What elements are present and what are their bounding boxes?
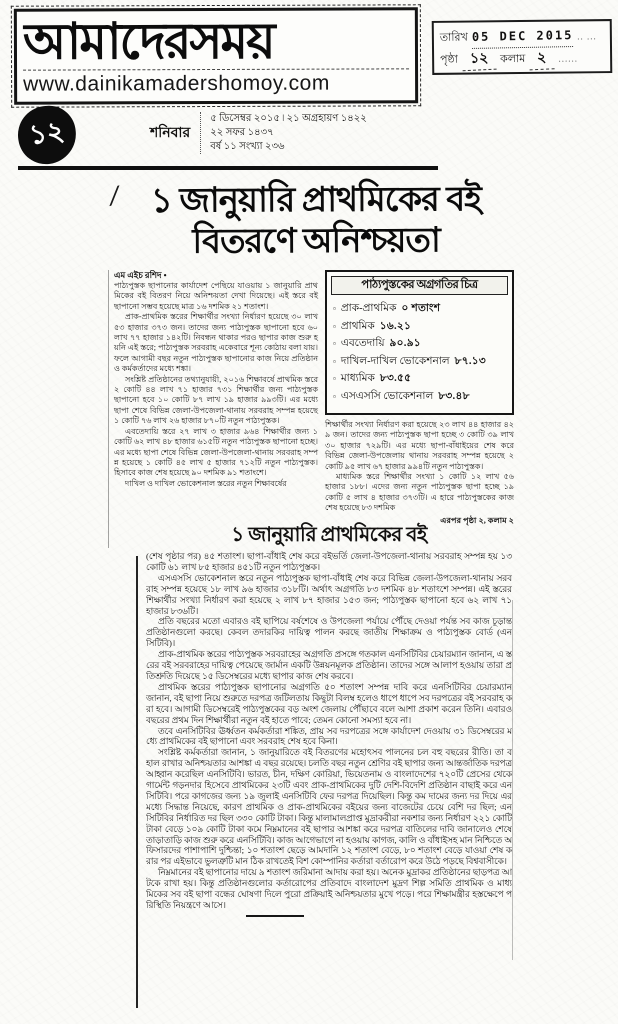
stats-box-title: পাঠ্যপুস্তকের অগ্রগতির চিত্র	[331, 276, 508, 295]
issue-volume-line: বর্ষ ১১ সংখ্যা ২৩৬	[210, 141, 285, 152]
article-right-column	[325, 270, 514, 548]
continued-on-note: এরপর পৃষ্ঠা ২, কলাম ২	[440, 515, 514, 525]
issue-number-badge: ১২	[14, 102, 80, 168]
square-bullet-icon: ▫	[333, 374, 336, 383]
square-bullet-icon: ▫	[333, 356, 336, 366]
stamp-column-label: কলাম	[500, 52, 526, 66]
day-name: শনিবার	[150, 126, 191, 141]
stat-value: ৯০.৯১	[389, 338, 421, 349]
date-stamp-box	[432, 19, 613, 75]
square-bullet-icon: ▫	[333, 304, 336, 313]
date-lines	[200, 112, 367, 154]
right-paragraphs	[325, 420, 514, 514]
masthead	[14, 7, 418, 104]
stamp-date-label: তারিখ	[439, 31, 468, 44]
article-paragraph: সংশ্লিষ্ট প্রতিষ্ঠানের তথ্যানুযায়ী, ২০১৬ শিক্ষাবর্ষে প্রাথমিক স্তরে ২ কোটি ৪৪ লাখ ৭১ হাজার ৭৩১ শিক্ষার্থীর জন্য পাঠ্যপুস্তক ছাপানো হবে ১০ কোটি ৮৭ লাখ ১৯ হাজার ৯৯৩টি। এর মধ্যে ছাপা শেষে বিভিন্ন জেলা-উপজেলা-থানায় সরবরাহ সম্পন্ন হয়েছে ১ কোটি ৭৬ লাখ ২৬ হাজার ৮৭০টি নতুন পাঠ্যপুস্তক।	[114, 374, 318, 426]
continuation-header: ১ জানুয়ারি প্রাথমিকের বই	[231, 524, 427, 546]
column-rule-right	[512, 600, 513, 960]
article-paragraph: শিক্ষার্থীর সংখ্যা নির্ধারণ করা হয়েছে ২৩ লাখ ৪৪ হাজার ৪২৯ জন। তাদের জন্য পাঠ্যপুস্তক ছাপা হচ্ছে ৩ কোটি ৩৯ লাখ ৩০ হাজার ৭২৯টি। এর মধ্যে ছাপা-বাঁধাইয়ের শেষ করে বিভিন্ন জেলা-উপজেলায় থানায় সরবরাহ সম্পন্ন হয়েছে ২ কোটি ৯৫ লাখ ৬৭ হাজার ৯৯৪টি নতুন পাঠ্যপুস্তক।	[325, 420, 514, 471]
stat-row	[333, 335, 506, 353]
date-line-gregorian: ৫ ডিসেম্বর ২০১৫ ৷ ২১ অগ্রহায়ণ ১৪২২	[210, 113, 367, 124]
date-line-hijri: ২২ সফর ১৪৩৭	[210, 127, 274, 138]
article-paragraph: প্রাক-প্রাথমিক স্তরের শিক্ষার্থীর সংখ্যা নির্ধারণ হয়েছে ৩০ লাখ ৫৩ হাজার ৩৭৩ জন। তাদের জন্য পাঠ্যপুস্তক ছাপানো হবে ৬০ লাখ ৭৭ হাজার ১৪২টি। নিবন্ধন থাকার পরও ছাপার কাজ শুরু হয়নি এই স্তরে; পাঠ্যপুস্তক সরবরাহ একেবারে শূন্য কোঠায় বলা যায়। ফলে আগামী বছর নতুন পাঠ্যপুস্তক ছাপানোর কাজ নিয়ে প্রতিষ্ঠান ও কর্মকর্তাদের মধ্যে শঙ্কা।	[114, 312, 318, 374]
progress-stats-box	[325, 270, 514, 415]
article-continuation-section	[146, 522, 512, 1018]
stat-label: প্রাথমিক	[340, 320, 375, 332]
article-paragraph: তবে এনসিটিবির ঊর্ধ্বতন কর্মকর্তারা শঙ্কিত, প্রায় সব দরপত্রের সঙ্গে কার্যাদেশ দেওয়ায় ৩১ ডিসেম্বরের মধ্যে প্রাথমিকের বই ছাপানো এবং সরবরাহ শেষ হবে কিনা।	[146, 725, 512, 747]
stamp-dots: .. ...	[577, 31, 597, 42]
stat-value: ০ শতাংশ	[401, 303, 441, 314]
stamp-trail-dots: ......	[558, 53, 579, 64]
stamp-page-label: পৃষ্ঠা	[440, 53, 459, 66]
article-paragraph: দাখিল ও দাখিল ভোকেশনাল স্তরের নতুন শিক্ষাবর্ষের	[125, 478, 287, 488]
continuation-paragraphs	[146, 551, 512, 911]
article-paragraph: (শেষ পৃষ্ঠার পর) ৪৫ শতাংশ। ছাপা-বাঁধাই শেষ করে বইভর্তি জেলা-উপজেলা-থানায় সরবরাহ সম্পন্ন হয় ১৩ কোটি ৬১ লাখ ৮৫ হাজার ৪৫১টি নতুন পাঠ্যপুস্তক।	[146, 551, 512, 572]
stamp-page-row	[440, 47, 604, 71]
stamp-page-value: ১২	[461, 48, 496, 72]
headline-line-2: বিতরণে অনিশ্চয়তা	[192, 222, 440, 261]
masthead-divider-rule	[18, 166, 438, 170]
stamp-date-value: 05 DEC 2015	[472, 25, 574, 49]
square-bullet-icon: ▫	[333, 321, 336, 331]
stat-row	[333, 388, 506, 406]
left-paragraphs	[114, 281, 318, 489]
stat-value: ৮৩.৫৫	[379, 373, 412, 384]
article-paragraph: প্রাক-প্রাথমিক স্তরের পাঠ্যপুস্তক সরবরাহের অগ্রগতি প্রসঙ্গে গতকাল এনসিটিবির চেয়ারম্যান জানান, এ স্তরের বই সরবরাহের দায়িত্ব পেয়েছে জার্মান একটি উন্নয়নমূলক প্রতিষ্ঠান। তাদের সঙ্গে আলাপ হওয়ায় তারা প্রতিশ্রুতি দিয়েছে ১৫ ডিসেম্বরের মধ্যে ছাপার কাজ শেষ করবে।	[146, 649, 512, 681]
article-paragraph: প্রতি বছরের মতো এবারও বই ছাপিয়ে বর্ষশেষে ও উপজেলা পর্যায়ে পৌঁছে দেওয়া পর্যন্ত সব কাজ চূড়ান্ত প্রতিষ্ঠানগুলো করছে। কেবল তদারকির দায়িত্ব পালন করছে জাতীয় শিক্ষাক্রম ও পাঠ্যপুস্তক বোর্ড (এনসিটিবি)।	[146, 616, 512, 649]
byline: এম এইচ রশিদ •	[114, 270, 167, 280]
article-paragraph: সংশ্লিষ্ট কর্মকর্তারা জানান, ১ জানুয়ারিতে বই বিতরণের মহোৎসব পালনের চল বহু বছরের রীতি। তা বহাল রাখার অনিশ্চয়তার আশঙ্কা এ বছর রয়েছে। চলতি বছর নতুন শ্রেণির বই ছাপার জন্য আন্তর্জাতিক দরপত্র আহ্বান করেছিল এনসিটিবি। ভারত, চীন, দক্ষিণ কোরিয়া, ভিয়েতনাম ও বাংলাদেশের ৭২০টি প্রেসের থেকে গার্মেন্ট গড়নদার হিসেবে প্রাথমিকের ২৩টি এবং প্রাক-প্রাথমিকের দুটি দেশি-বিদেশি প্রতিষ্ঠান বাছাই করে এনসিটিবি। পরে কাগজের জন্য ১৯ জুলাই এনসিটিবি ফের দরপত্র দিয়েছিল। কিন্তু কম দামের জন্য দর দিয়ে এর মধ্যে সিদ্ধান্ত নিয়েছে, কারণ প্রাথমিক ও প্রাক-প্রাথমিকের বইয়ের জন্য বাজেটের চেয়ে বেশি দর ছিল; এনসিটিবির নির্ধারিত দর ছিল ৩৩০ কোটি টাকা। কিন্তু মালামালপ্রাপ্ত মুদ্রাকরীরা নকশার জন্য নির্ধারণ ২২১ কোটি টাকা বেড়ে ১০৯ কোটি টাকা কমে নিম্নমানের বই ছাপার আশঙ্কা করে দরপত্র বাতিলের দাবি জানালেও শেষে তাড়াতাড়ি কাজ শুরু করে এনসিটিবি। কাজ আগেভাগে না হওয়ায় কাগজ, কালি ও বাঁধাইসহ মান নিশ্চিতে অফিসারদের পাশাপাশি দুশ্চিন্তা; ১০ শতাংশ ছেড়ে আমদানি ১২ শতাংশ বেড়ে, ৮০ শতাংশ বেড়ে যাওয়া শেষ করার পর এইভাবে ভুলত্রুটি মান ঠিক রাখতেই বিশ কোম্পানির কর্তারা বর্তারোপ করে উঠে পড়ছে বিশ্ববাসীকে।	[146, 747, 512, 867]
article-paragraph: পাঠ্যপুস্তক ছাপানোর কার্যাদেশ পেছিয়ে যাওয়ায় ১ জানুয়ারি প্রাথমিকের বই বিতরণ নিয়ে অনিশ্চয়তা দেখা দিয়েছে। এই স্তরে বই ছাপানো সম্ভব হয়েছে মাত্র ১৬ দশমিক ২১ শতাংশ।	[114, 281, 318, 311]
article-paragraph: এসএসসি ভোকেশনাল স্তরে নতুন পাঠ্যপুস্তক ছাপা-বাঁধাই শেষ করে বিভিন্ন জেলা-উপজেলা-থানায় সরবরাহ সম্পন্ন হয়েছে ১৮ লাখ ৯৬ হাজার ৩১৮টি। অর্থাৎ অগ্রগতি ৮৩ দশমিক ৪৮ শতাংশে সম্পন্ন। এই স্তরের শিক্ষার্থীর সংখ্যা নির্ধারণ করা হয়েছে ২ লাখ ৮৭ হাজার ১৫৩ জন; পাঠ্যপুস্তক ছাপানো হবে ৬২ লাখ ৭১ হাজার ৮৩৬টি।	[146, 572, 512, 616]
stat-row	[333, 300, 506, 318]
newspaper-logo: আমাদেরসময়	[22, 12, 274, 70]
article-headline	[96, 179, 536, 263]
stat-label: প্রাক-প্রাথমিক	[340, 303, 397, 314]
stat-label: এসএসসি ভোকেশনাল	[340, 390, 434, 402]
stat-row	[333, 353, 506, 371]
stat-row	[333, 318, 506, 336]
stat-label: দাখিল-দাখিল ভোকেশনাল	[340, 355, 450, 367]
stat-value: ৮৩.৪৮	[438, 390, 470, 402]
issue-info	[150, 112, 450, 154]
article-body-upper	[108, 270, 514, 548]
article-left-column	[108, 270, 318, 548]
square-bullet-icon: ▫	[333, 339, 336, 348]
stamp-date-row	[440, 25, 604, 49]
stat-value: ১৬.২১	[379, 320, 412, 332]
website-url: www.dainikamadershomoy.com	[23, 68, 409, 96]
headline-line-1: ১ জানুয়ারি প্রাথমিকের বই	[150, 181, 482, 220]
article-paragraph: প্রাথমিক স্তরের পাঠ্যপুস্তক ছাপানোর অগ্রগতি ৫০ শতাংশ সম্পন্ন দাবি করে এনসিটিবির চেয়ারম্যান জানান, বই ছাপা নিয়ে শুরুতে দরপত্র জটিলতায় কিছুটা বিলম্ব হলেও ধাপে ধাপে সব দরপত্রের বই সরবরাহ করা হবে। আগামী ডিসেম্বরেই পাঠ্যপুস্তকের বড় অংশ জেলায় পৌঁছাবে বলে আশা প্রকাশ করেন তিনি। এবারও বছরের প্রথম দিন শিক্ষার্থীরা নতুন বই হাতে পাবে; তেমন কোনো সমস্যা হবে না।	[146, 681, 512, 725]
stat-label: মাধ্যমিক	[340, 373, 375, 384]
stamp-column-value: ২	[529, 47, 555, 70]
stat-label: এবতেদায়ি	[340, 338, 385, 349]
square-bullet-icon: ▫	[333, 391, 336, 401]
article-paragraph: এবতেদায়ি স্তরে ২৭ লাখ ৩ হাজার ৯৬৪ শিক্ষার্থীর জন্য ১ কোটি ৬২ লাখ ৪৮ হাজার ৬১৫টি নতুন পাঠ্যপুস্তক ছাপানো হচ্ছে। এর মধ্যে ছাপা শেষে বিভিন্ন জেলা-উপজেলা-থানায় সরবরাহ সম্পন্ন হয়েছে ১ কোটি ৪৫ লাখ ৫ হাজার ৭১২টি নতুন পাঠ্যপুস্তক। হিসাবে কাজ শেষ হয়েছে ৯০ দশমিক ৯১ শতাংশে।	[114, 426, 318, 478]
article-paragraph: নিম্নমানের বই ছাপানোর দায়ে ৯ শতাংশ জরিমানা আদায় করা হয়। অনেক মুদ্রাকর প্রতিষ্ঠানের ছাড়পত্র আটকে রাখা হয়। কিন্তু প্রতিষ্ঠানগুলোর কর্তারোপের প্রতিবাদে বাংলাদেশ মুদ্রণ শিল্প সমিতি প্রাথমিক ও মাধ্যমিকের সব বই ছাপা বন্ধের ঘোষণা দিলে পুরো প্রক্রিয়াই অনিশ্চয়তার মুখে পড়ে। পরে শিক্ষামন্ত্রীর হস্তক্ষেপে পরিস্থিতি নিয়ন্ত্রণে আসে।	[146, 867, 512, 910]
stat-row	[333, 370, 506, 388]
stat-value: ৮৭.১৩	[454, 355, 486, 367]
article-end-rule	[246, 915, 304, 917]
stats-rows	[333, 300, 506, 405]
pen-mark: ∕∕	[108, 181, 117, 211]
column-rule-left	[136, 556, 138, 1008]
article-paragraph: মাধ্যমিক স্তরে শিক্ষার্থীর সংখ্যা ১ কোটি ১২ লাখ ৫৬ হাজার ১৮৮। এদের জন্য নতুন পাঠ্যপুস্তক ছাপা হচ্ছে ১৯ কোটি ৫ লাখ ৪ হাজার ৩৭৩টি। এ হারে পাঠ্যপুস্তকের কাজ শেষ হয়েছে ৮৩ দশমিক	[325, 472, 514, 513]
